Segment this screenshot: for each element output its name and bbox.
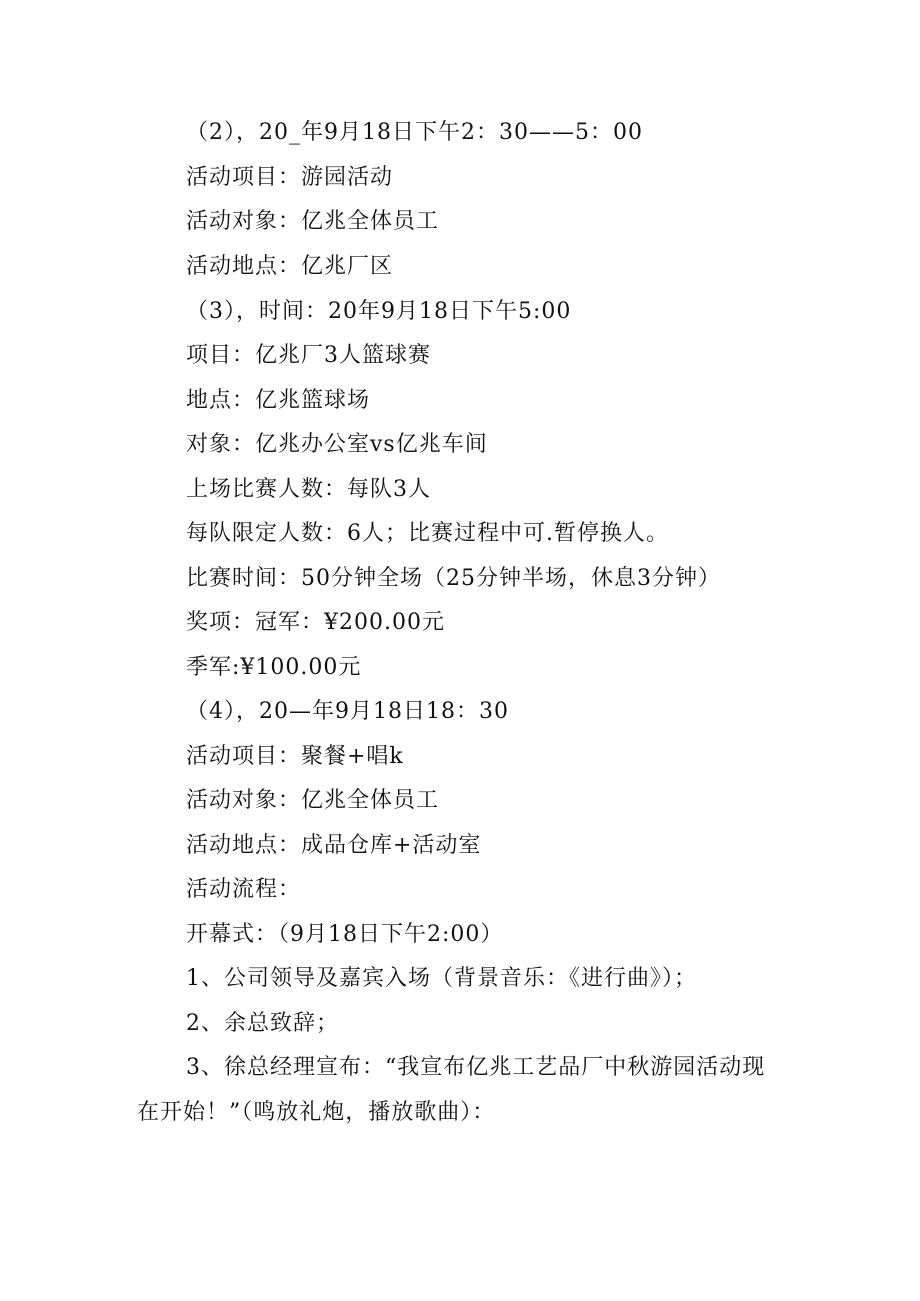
target-line: 对象：亿兆办公室vs亿兆车间	[186, 432, 488, 457]
activity-process-heading: 活动流程：	[186, 877, 302, 902]
dinner-target-line: 活动对象：亿兆全体员工	[186, 788, 440, 813]
activity-target-line: 活动对象：亿兆全体员工	[186, 209, 440, 234]
third-place-line: 季军:¥100.00元	[186, 655, 362, 680]
project-line: 项目：亿兆厂3人篮球赛	[186, 343, 431, 368]
team-limit-line: 每队限定人数：6人；比赛过程中可.暂停换人。	[186, 521, 669, 546]
prize-line: 奖项：冠军：¥200.00元	[186, 610, 445, 635]
game-time-line: 比赛时间：50分钟全场（25分钟半场，休息3分钟）	[186, 566, 721, 591]
process-step-3: 3、徐总经理宣布：“我宣布亿兆工艺品厂中秋游园活动现	[186, 1055, 766, 1080]
schedule-item-2: （2），20_年9月18日下午2：30——5：00	[186, 120, 643, 145]
activity-project-line: 活动项目：游园活动	[186, 165, 394, 190]
players-on-court-line: 上场比赛人数：每队3人	[186, 477, 431, 502]
dinner-project-line: 活动项目：聚餐+唱k	[186, 744, 404, 769]
process-step-2: 2、余总致辞；	[186, 1011, 339, 1036]
dinner-location-line: 活动地点：成品仓库+活动室	[186, 833, 482, 858]
process-step-3-continued: 在开始！”（鸣放礼炮，播放歌曲）：	[137, 1100, 496, 1125]
location-line: 地点：亿兆篮球场	[186, 388, 371, 413]
activity-location-line: 活动地点：亿兆厂区	[186, 254, 394, 279]
opening-ceremony-line: 开幕式：（9月18日下午2:00）	[186, 922, 504, 947]
schedule-item-4: （4），20—年9月18日18：30	[186, 699, 509, 724]
process-step-1: 1、公司领导及嘉宾入场（背景音乐：《进行曲》）；	[186, 966, 697, 991]
schedule-item-3: （3），时间：20年9月18日下午5:00	[186, 299, 572, 324]
